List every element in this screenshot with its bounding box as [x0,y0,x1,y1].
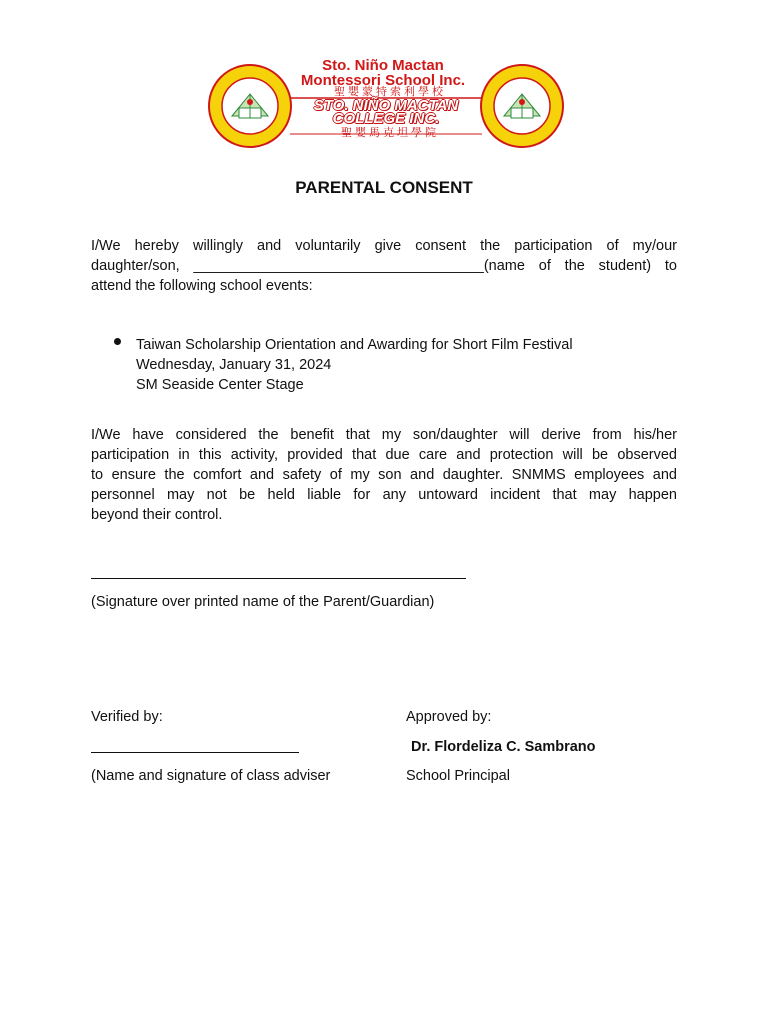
event-item [136,335,696,395]
intro-line: attend the following school events: [91,278,313,294]
body-line: to ensure the comfort and safety of my son and daughter. SNMMS employees and [91,467,677,483]
body-line: personnel may not be held liable for any untoward incident that may happen [91,487,677,503]
adviser-signature-caption: (Name and signature of class adviser [91,768,331,784]
body-line: participation in this activity, provided that due care and protection will be observed [91,447,677,463]
principal-position: School Principal [406,768,510,784]
event-name: Taiwan Scholarship Orientation and Awarding for Short Film Festival [136,337,573,353]
right-school-seal-icon [480,64,564,148]
body-line: I/We have considered the benefit that my son/daughter will derive from his/her [91,427,677,443]
consent-body-paragraph [91,425,677,525]
document-title: PARENTAL CONSENT [295,178,473,197]
school-chinese-name-montessori: 聖嬰蒙特索利學校 [334,86,446,98]
college-name-line1: STO. NIÑO MACTAN [313,97,459,114]
school-name-line1: Sto. Niño Mactan [322,57,444,74]
school-name-college [294,99,478,125]
event-date: Wednesday, January 31, 2024 [136,357,332,373]
bullet-icon [114,338,121,345]
body-line: beyond their control. [91,507,223,523]
consent-intro-paragraph [91,236,677,296]
event-venue: SM Seaside Center Stage [136,377,304,393]
college-name-line2: COLLEGE INC. [332,110,440,127]
school-chinese-name-college: 聖嬰馬克坦學院 [341,127,439,139]
left-school-seal-icon [208,64,292,148]
intro-line: I/We hereby willingly and voluntarily give consent the participation of my/our [91,238,677,254]
parent-signature-caption: (Signature over printed name of the Parent/Guardian) [91,594,435,610]
events-list [136,335,696,395]
school-name-line2: Montessori School Inc. [300,72,466,89]
parent-signature-line[interactable] [91,578,466,579]
principal-name: Dr. Flordeliza C. Sambrano [411,739,596,755]
intro-line: daughter/son, ____________________________________(name of the student) to [91,258,677,274]
adviser-signature-line[interactable] [91,752,299,753]
verified-by-label: Verified by: [91,709,163,725]
approved-by-label: Approved by: [406,709,492,725]
